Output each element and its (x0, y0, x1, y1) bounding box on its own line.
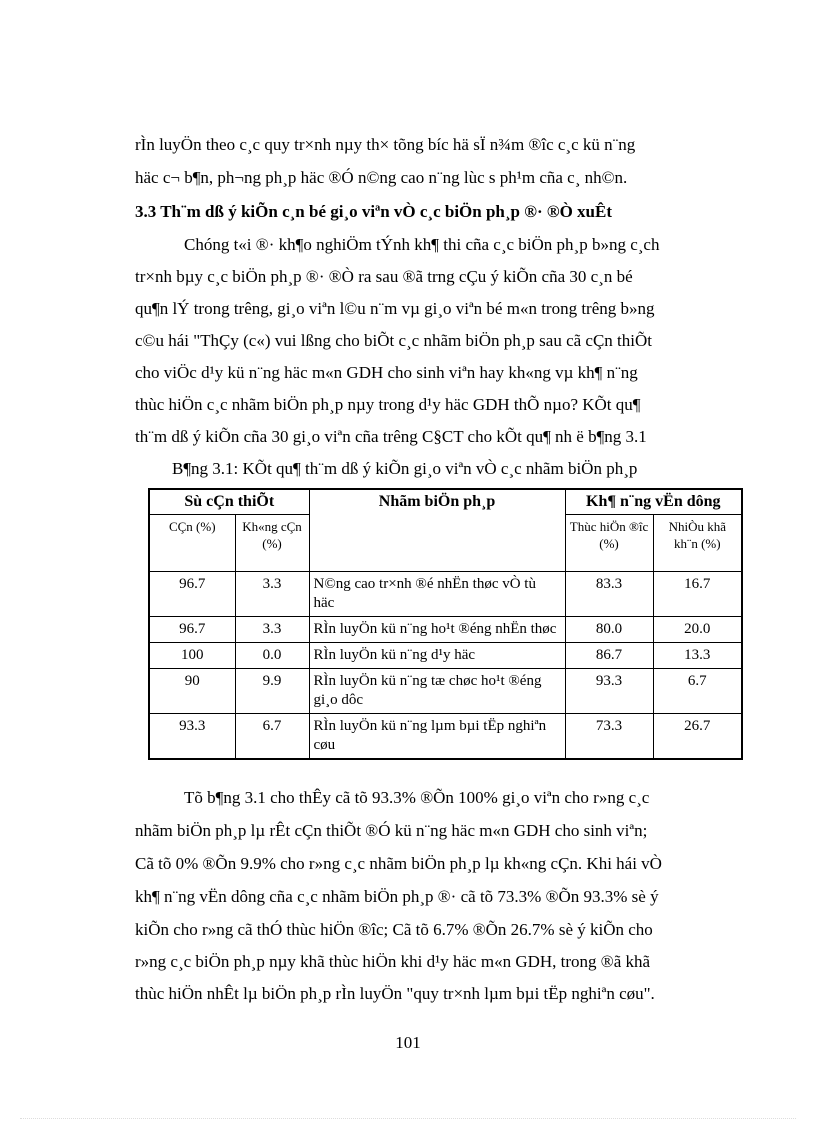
cell-group: RÌn luyÖn kü n¨ng ho¹t ®éng nhËn thøc (309, 617, 565, 643)
cell-difficult: 6.7 (653, 669, 742, 714)
cell-not-needed: 3.3 (235, 572, 309, 617)
cell-feasible: 93.3 (565, 669, 653, 714)
cell-group: N©ng cao tr×nh ®é nhËn thøc vÒ tù häc (309, 572, 565, 617)
header-group: Nhãm biÖn ph¸p (309, 489, 565, 572)
cell-needed: 100 (149, 643, 235, 669)
table-header-row (149, 489, 742, 515)
header-necessity: Sù cÇn thiÕt (149, 489, 309, 515)
table-row (149, 669, 742, 714)
body-text-line: häc c¬ b¶n, ph¬ng ph¸p häc ®Ó n©ng cao n¨ng lùc s ph¹m cña c¸ nh©n. (135, 168, 628, 187)
subheader-feasible: Thùc hiÖn ®îc (%) (565, 515, 653, 572)
cell-feasible: 80.0 (565, 617, 653, 643)
cell-feasible: 73.3 (565, 714, 653, 760)
body-text-line: th¨m dß ý kiÕn cña 30 gi¸o viªn cña trêng C§CT cho kÕt qu¶ nh ë b¶ng 3.1 (135, 427, 647, 446)
body-text-line: kh¶ n¨ng vËn dông cña c¸c nhãm biÖn ph¸p ®· cã tõ 73.3% ®Õn 93.3% sè ý (135, 887, 659, 906)
cell-needed: 93.3 (149, 714, 235, 760)
cell-needed: 96.7 (149, 617, 235, 643)
cell-needed: 90 (149, 669, 235, 714)
header-feasibility: Kh¶ n¨ng vËn dông (565, 489, 742, 515)
subheader-not-needed: Kh«ng cÇn (%) (235, 515, 309, 572)
page-bottom-rule (20, 1118, 796, 1119)
results-table (148, 488, 743, 760)
cell-difficult: 16.7 (653, 572, 742, 617)
section-heading: 3.3 Th¨m dß ý kiÕn c¸n bé gi¸o viªn vÒ c¸c biÖn ph¸p ®· ®Ò xuÊt (135, 202, 612, 221)
cell-not-needed: 9.9 (235, 669, 309, 714)
table-row (149, 572, 742, 617)
body-text-line: Cã tõ 0% ®Õn 9.9% cho r»ng c¸c nhãm biÖn ph¸p lµ kh«ng cÇn. Khi hái vÒ (135, 854, 662, 873)
table-row (149, 617, 742, 643)
body-text-line: tr×nh bµy c¸c biÖn ph¸p ®· ®Ò ra sau ®ã trng cÇu ý kiÕn cña 30 c¸n bé (135, 267, 633, 286)
page-number: 101 (395, 1033, 421, 1052)
table-caption: B¶ng 3.1: KÕt qu¶ th¨m dß ý kiÕn gi¸o viªn vÒ c¸c nhãm biÖn ph¸p (172, 459, 638, 478)
body-text-line: Tõ b¶ng 3.1 cho thÊy cã tõ 93.3% ®Õn 100% gi¸o viªn cho r»ng c¸c (184, 788, 650, 807)
body-text-line: rÌn luyÖn theo c¸c quy tr×nh nµy th× tõng bíc hä sÏ n¾m ®îc c¸c kü n¨ng (135, 135, 636, 154)
table-row (149, 643, 742, 669)
body-text-line: thùc hiÖn nhÊt lµ biÖn ph¸p rÌn luyÖn "quy tr×nh lµm bµi tËp nghiªn cøu". (135, 984, 655, 1003)
cell-feasible: 86.7 (565, 643, 653, 669)
cell-group: RÌn luyÖn kü n¨ng lµm bµi tËp nghiªn cøu (309, 714, 565, 760)
body-text-line: nhãm biÖn ph¸p lµ rÊt cÇn thiÕt ®Ó kü n¨ng häc m«n GDH cho sinh viªn; (135, 821, 648, 840)
body-text-line: Chóng t«i ®· kh¶o nghiÖm tÝnh kh¶ thi cña c¸c biÖn ph¸p b»ng c¸ch (184, 235, 660, 254)
subheader-needed: CÇn (%) (149, 515, 235, 572)
body-text-line: thùc hiÖn c¸c nhãm biÖn ph¸p nµy trong d¹y häc GDH thÕ nµo? KÕt qu¶ (135, 395, 641, 414)
cell-difficult: 26.7 (653, 714, 742, 760)
body-text-line: kiÕn cho r»ng cã thÓ thùc hiÖn ®îc; Cã tõ 6.7% ®Õn 26.7% sè ý kiÕn cho (135, 920, 653, 939)
body-text-line: cho viÖc d¹y kü n¨ng häc m«n GDH cho sinh viªn hay kh«ng vµ kh¶ n¨ng (135, 363, 638, 382)
body-text-line: c©u hái "ThÇy (c«) vui lßng cho biÕt c¸c nhãm biÖn ph¸p sau cã cÇn thiÕt (135, 331, 652, 350)
body-text-line: r»ng c¸c biÖn ph¸p nµy khã thùc hiÖn khi d¹y häc m«n GDH, trong ®ã khã (135, 952, 651, 971)
cell-not-needed: 0.0 (235, 643, 309, 669)
table-row (149, 714, 742, 760)
cell-feasible: 83.3 (565, 572, 653, 617)
cell-not-needed: 3.3 (235, 617, 309, 643)
cell-needed: 96.7 (149, 572, 235, 617)
cell-group: RÌn luyÖn kü n¨ng tæ chøc ho¹t ®éng gi¸o dôc (309, 669, 565, 714)
body-text-line: qu¶n lÝ trong trêng, gi¸o viªn l©u n¨m vµ gi¸o viªn bé m«n trong trêng b»ng (135, 299, 655, 318)
cell-group: RÌn luyÖn kü n¨ng d¹y häc (309, 643, 565, 669)
cell-not-needed: 6.7 (235, 714, 309, 760)
subheader-difficult: NhiÒu khã kh¨n (%) (653, 515, 742, 572)
cell-difficult: 13.3 (653, 643, 742, 669)
cell-difficult: 20.0 (653, 617, 742, 643)
